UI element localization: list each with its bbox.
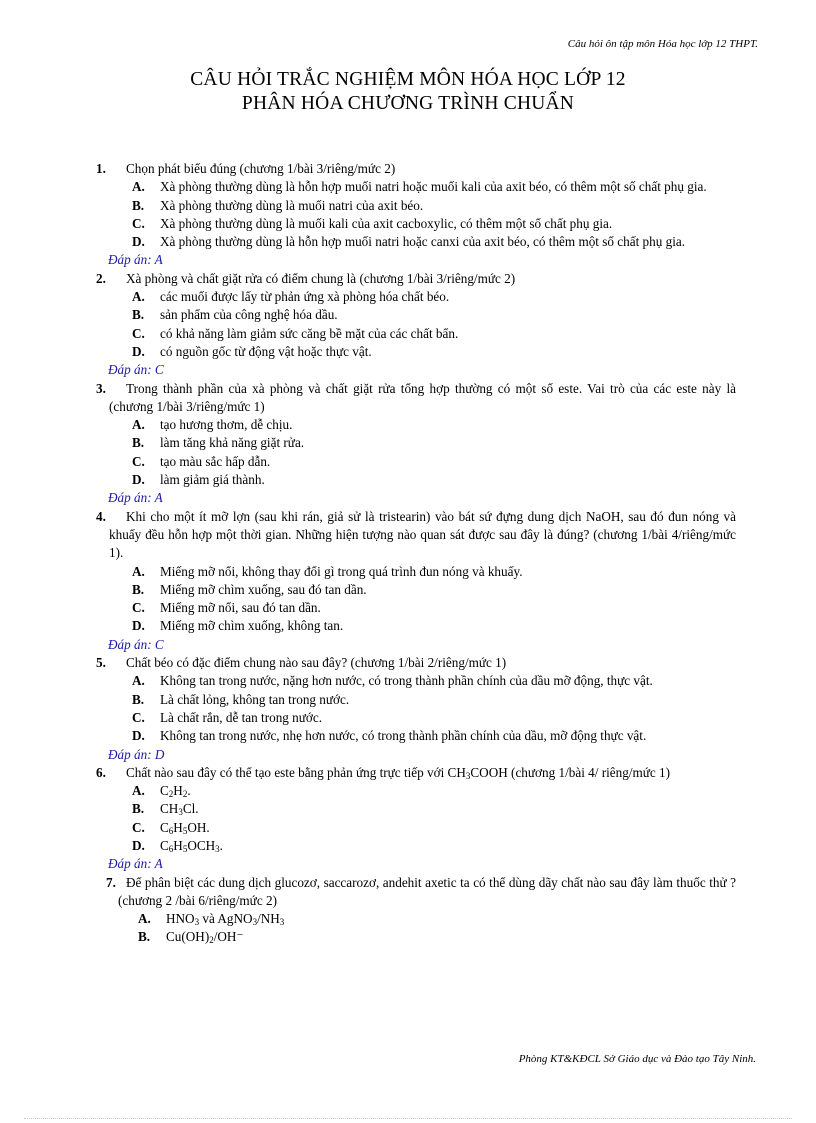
option-text: Xà phòng thường dùng là hỗn hợp muối natri hoặc muối kali của axit béo, có thêm một số chất phụ gia. [160,179,707,195]
question-text: Trong thành phần của xà phòng và chất giặt rửa tổng hợp thường có một số este. Vai trò của các este này là (chương 1/bài 3/riêng/mức 1) [109,380,736,414]
option-label: B. [132,435,145,451]
option-label: A. [132,179,145,195]
option-label: B. [132,691,145,707]
answer-key: Đáp án: A [108,856,163,872]
title-line-1: CÂU HỎI TRẮC NGHIỆM MÔN HÓA HỌC LỚP 12 [190,69,626,90]
option-b [98,434,736,452]
option-text: có khả năng làm giảm sức căng bề mặt của các chất bẩn. [160,325,459,341]
option-formula: $HNO_3$ và $AgNO_3/NH_3$ [166,911,285,928]
option-text: Miếng mỡ chìm xuống, không tan. [160,618,344,634]
option-text: làm tăng khả năng giặt rửa. [160,435,305,451]
question-stem [96,380,736,417]
option-text: có nguồn gốc từ động vật hoặc thực vật. [160,343,372,359]
option-text: sản phẩm của công nghệ hóa dầu. [160,307,338,323]
question-6 [96,764,736,874]
question-number: 4. [96,508,106,524]
question-text: Để phân biệt các dung dịch glucozơ, saccarozơ, andehit axetic ta có thể dùng dãy chất nào sau đây làm thuốc thử ? (chương 2 /bài 6/riêng/mức 2) [118,874,736,908]
option-formula: $Cu(OH)_2/OH^-$ [166,929,244,946]
question-3 [96,380,736,508]
option-label: A. [132,417,145,433]
question-text: Chất nào sau đây có thể tạo este bằng phản ứng trực tiếp với $CH_3COOH$ (chương 1/bài 4/ riêng/mức 1) [126,764,671,781]
option-c [98,709,736,727]
option-c [98,325,736,343]
option-text: tạo hương thơm, dễ chịu. [160,417,293,433]
option-text: Là chất rắn, dễ tan trong nước. [160,709,323,725]
option-text: Xà phòng thường dùng là muối natri của axit béo. [160,197,424,213]
option-label: B. [132,581,145,597]
option-b [98,691,736,709]
answer-key: Đáp án: A [108,490,163,506]
question-text: Chất béo có đặc điểm chung nào sau đây? (chương 1/bài 2/riêng/mức 1) [126,655,507,671]
page-bottom-edge [24,1118,792,1119]
option-text: Xà phòng thường dùng là muối kali của axit cacboxylic, có thêm một số chất phụ gia. [160,215,613,231]
question-2 [96,270,736,380]
question-number: 7. [106,874,116,890]
option-a [98,288,736,306]
option-a [98,178,736,196]
option-d [98,617,736,635]
option-c [98,453,736,471]
option-label: A. [132,289,145,305]
answer-key: Đáp án: A [108,252,163,268]
option-label: B. [138,929,151,945]
question-number: 2. [96,270,106,286]
question-stem [96,764,736,782]
option-text: Không tan trong nước, nặng hơn nước, có trong thành phần chính của dầu mỡ động, thực vật. [160,673,653,689]
option-b [98,581,736,599]
question-text: Xà phòng và chất giặt rửa có điểm chung là (chương 1/bài 3/riêng/mức 2) [126,270,516,286]
option-b [98,306,736,324]
option-label: D. [132,234,145,250]
option-d [98,837,736,855]
option-label: D. [132,472,145,488]
question-stem [96,270,736,288]
option-a [98,563,736,581]
option-label: A. [132,783,145,799]
question-text: Chọn phát biểu đúng (chương 1/bài 3/riêng/mức 2) [126,161,396,176]
option-b [98,800,736,818]
header-note: Câu hỏi ôn tập môn Hóa học lớp 12 THPT. [567,38,758,50]
option-formula: $C_6H_5OH$. [160,819,210,836]
option-label: B. [132,307,145,323]
question-5 [96,654,736,764]
answer-key: Đáp án: C [108,362,164,378]
option-text: tạo màu sắc hấp dẫn. [160,453,271,469]
option-label: B. [132,197,145,213]
question-4 [96,508,736,654]
option-label: A. [132,563,145,579]
answer-key: Đáp án: C [108,636,164,652]
option-a [98,782,736,800]
option-a [98,416,736,434]
footer-note: Phòng KT&KĐCL Sở Giáo dục và Đào tạo Tây Ninh. [518,1053,756,1065]
option-b [98,928,736,946]
question-list [96,160,736,947]
question-number: 6. [96,764,106,780]
question-1 [96,160,736,270]
option-d [98,343,736,361]
option-label: D. [132,728,145,744]
option-label: D. [132,343,145,359]
option-c [98,599,736,617]
option-text: Miếng mỡ chìm xuống, sau đó tan dần. [160,581,367,597]
option-label: C. [132,453,145,469]
option-formula: $CH_3Cl$. [160,801,199,818]
option-text: các muối được lấy từ phản ứng xà phòng hóa chất béo. [160,289,450,305]
option-c [98,215,736,233]
option-d [98,233,736,251]
option-text: Miếng mỡ nổi, không thay đổi gì trong quá trình đun nóng và khuấy. [160,563,523,579]
option-label: C. [132,600,145,616]
option-label: D. [132,618,145,634]
option-text: Là chất lỏng, không tan trong nước. [160,691,350,707]
option-a [98,910,736,928]
question-stem [96,160,736,178]
question-stem [96,508,736,563]
option-label: C. [132,819,145,835]
option-label: C. [132,325,145,341]
option-text: làm giảm giá thành. [160,472,265,488]
option-label: A. [138,911,151,927]
option-a [98,672,736,690]
option-label: C. [132,215,145,231]
question-stem [96,654,736,672]
question-number: 5. [96,655,106,671]
option-formula: $C_2H_2$. [160,783,191,800]
option-d [98,727,736,745]
option-formula: $C_6H_5OCH_3$. [160,837,223,854]
question-stem [96,874,736,911]
option-label: A. [132,673,145,689]
title-line-2: PHÂN HÓA CHƯƠNG TRÌNH CHUẨN [241,93,575,114]
question-7 [96,874,736,947]
option-label: C. [132,709,145,725]
option-c [98,819,736,837]
question-number: 1. [96,161,106,176]
option-label: B. [132,801,145,817]
option-text: Miếng mỡ nổi, sau đó tan dần. [160,600,321,616]
question-text: Khi cho một ít mỡ lợn (sau khi rán, giả sử là tristearin) vào bát sứ đựng dung dịch NaOH, sau đó đun nóng và khuấy đều hỗn hợp một thời gian. Những hiện tượng nào quan sát được sau đây là đúng? (chương 1/bài 4/riêng/mức 1). [109,508,736,561]
option-text: Không tan trong nước, nhẹ hơn nước, có trong thành phần chính của dầu, mỡ động thực vật. [160,728,647,744]
option-b [98,197,736,215]
option-d [98,471,736,489]
option-text: Xà phòng thường dùng là hỗn hợp muối natri hoặc canxi của axit béo, có thêm một số chất phụ gia. [160,234,686,250]
option-label: D. [132,837,145,853]
page-title [0,68,816,116]
question-number: 3. [96,380,106,396]
answer-key: Đáp án: D [108,746,165,762]
